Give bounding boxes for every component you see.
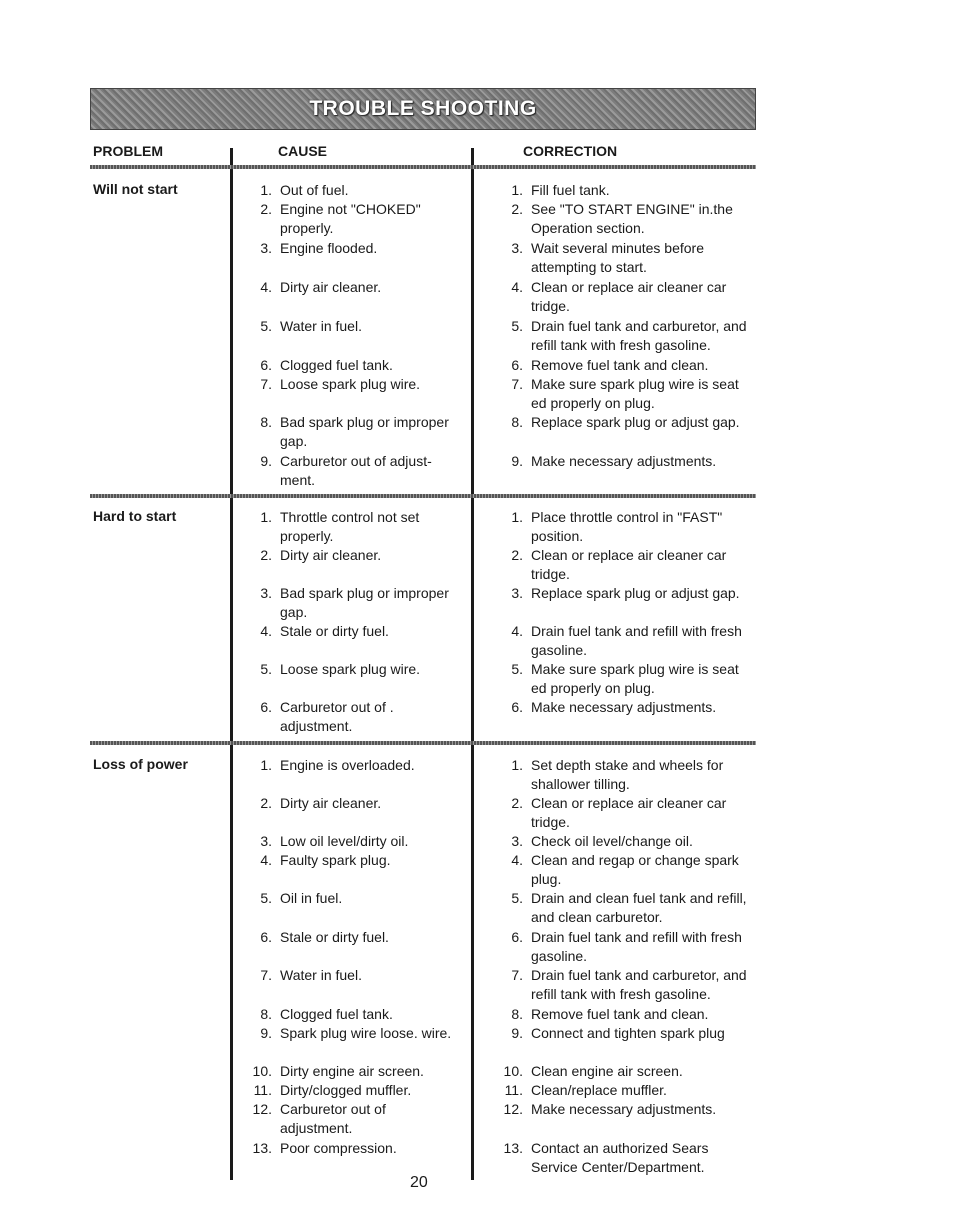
list-item: 4. Stale or dirty fuel. <box>260 623 389 639</box>
list-item: 10. Dirty engine air screen. <box>252 1063 424 1079</box>
list-item: 2. Engine not "CHOKED" properly. <box>260 201 421 237</box>
list-item: 6. Carburetor out of . adjustment. <box>260 699 394 735</box>
list-item: 9. Carburetor out of adjust- ment. <box>260 453 432 489</box>
page-number: 20 <box>410 1174 428 1191</box>
list-item: 2. See "TO START ENGINE" in.the Operation section. <box>511 201 733 237</box>
list-item: 3. Replace spark plug or adjust gap. <box>511 585 740 601</box>
list-item: 8. Replace spark plug or adjust gap. <box>511 414 740 430</box>
list-item: 9. Make necessary adjustments. <box>511 453 717 469</box>
list-item: 8. Bad spark plug or improper gap. <box>260 414 449 450</box>
list-item: 3. Check oil level/change oil. <box>511 833 693 849</box>
list-item: 3. Wait several minutes before attempting to start. <box>511 240 704 276</box>
column-divider-1 <box>230 148 233 1180</box>
list-item: 6. Stale or dirty fuel. <box>260 929 389 945</box>
list-item: 2. Clean or replace air cleaner car tridge. <box>511 547 727 583</box>
section-rule-1 <box>90 494 756 498</box>
list-item: 5. Water in fuel. <box>260 318 362 334</box>
list-item: 1. Set depth stake and wheels for shallower tilling. <box>511 757 724 793</box>
list-item: 13. Poor compression. <box>252 1140 397 1156</box>
list-item: 11. Dirty/clogged muffler. <box>253 1082 412 1098</box>
list-item: 5. Drain and clean fuel tank and refill, and clean carburetor. <box>511 890 747 926</box>
column-divider-2 <box>471 148 474 1180</box>
list-item: 2. Dirty air cleaner. <box>260 795 382 811</box>
header-rule <box>90 165 756 169</box>
list-item: 9. Connect and tighten spark plug <box>511 1025 725 1041</box>
list-item: 1. Fill fuel tank. <box>511 182 610 198</box>
list-item: 6. Make necessary adjustments. <box>511 699 717 715</box>
list-item: 5. Oil in fuel. <box>260 890 343 906</box>
page-title: TROUBLE SHOOTING <box>309 97 537 120</box>
list-item: 6. Clogged fuel tank. <box>260 357 393 373</box>
list-item: 4. Clean or replace air cleaner car tridge. <box>511 279 727 315</box>
list-item: 5. Drain fuel tank and carburetor, and refill tank with fresh gasoline. <box>511 318 747 354</box>
list-item: 1. Place throttle control in "FAST" position. <box>511 509 723 545</box>
problem-label: Will not start <box>93 181 178 197</box>
list-item: 1. Throttle control not set properly. <box>260 509 420 545</box>
list-item: 1. Out of fuel. <box>260 182 349 198</box>
list-item: 6. Remove fuel tank and clean. <box>511 357 709 373</box>
problem-label: Hard to start <box>93 508 177 524</box>
list-item: 10. Clean engine air screen. <box>503 1063 683 1079</box>
list-item: 4. Faulty spark plug. <box>260 852 391 868</box>
column-header-cause: CAUSE <box>278 143 328 159</box>
list-item: 5. Make sure spark plug wire is seat ed properly on plug. <box>511 661 739 697</box>
list-item: 5. Loose spark plug wire. <box>260 661 421 677</box>
section-rule-2 <box>90 741 756 745</box>
title-banner <box>90 88 756 130</box>
list-item: 3. Low oil level/dirty oil. <box>260 833 409 849</box>
column-header-correction: CORRECTION <box>523 143 618 159</box>
list-item: 4. Clean and regap or change spark plug. <box>511 852 739 888</box>
list-item: 13. Contact an authorized Sears Service Center/Department. <box>503 1140 709 1176</box>
list-item: 7. Water in fuel. <box>260 967 362 983</box>
list-item: 3. Engine flooded. <box>260 240 378 256</box>
list-item: 9. Spark plug wire loose. wire. <box>260 1025 452 1041</box>
list-item: 7. Drain fuel tank and carburetor, and refill tank with fresh gasoline. <box>511 967 747 1003</box>
list-item: 2. Dirty air cleaner. <box>260 547 382 563</box>
list-item: 2. Clean or replace air cleaner car tridge. <box>511 795 727 831</box>
list-item: 7. Loose spark plug wire. <box>260 376 421 392</box>
list-item: 3. Bad spark plug or improper gap. <box>260 585 449 621</box>
list-item: 4. Drain fuel tank and refill with fresh gasoline. <box>511 623 742 659</box>
list-item: 6. Drain fuel tank and refill with fresh gasoline. <box>511 929 742 965</box>
column-header-problem: PROBLEM <box>93 143 163 159</box>
list-item: 8. Clogged fuel tank. <box>260 1006 393 1022</box>
list-item: 7. Make sure spark plug wire is seat ed properly on plug. <box>511 376 739 412</box>
list-item: 4. Dirty air cleaner. <box>260 279 382 295</box>
list-item: 11. Clean/replace muffler. <box>504 1082 667 1098</box>
problem-label: Loss of power <box>93 756 188 772</box>
list-item: 8. Remove fuel tank and clean. <box>511 1006 709 1022</box>
list-item: 12. Make necessary adjustments. <box>503 1101 717 1117</box>
list-item: 12. Carburetor out of adjustment. <box>252 1101 386 1137</box>
list-item: 1. Engine is overloaded. <box>260 757 415 773</box>
